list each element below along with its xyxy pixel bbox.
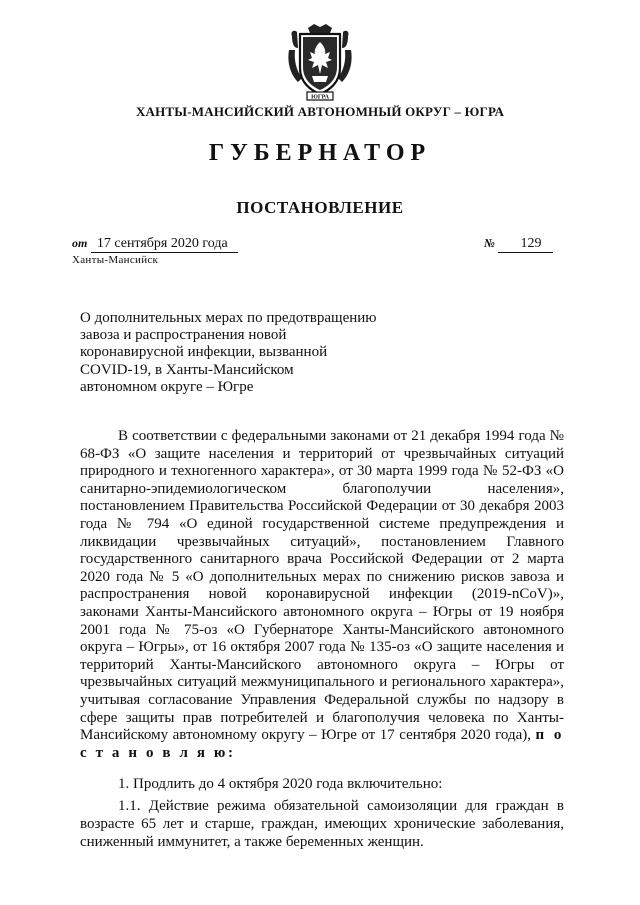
document-number [484, 236, 553, 253]
document-type: ПОСТАНОВЛЕНИЕ [236, 198, 404, 217]
clause-1-1: 1.1. Действие режима обязательной самоизоляции для граждан в возрасте 65 лет и старше, граждан, имеющих хронические заболевания, сниженный иммунитет, а также беременных женщин. [80, 798, 564, 850]
preamble-paragraph [80, 428, 564, 762]
document-subject [80, 310, 400, 396]
number-prefix: № [484, 236, 495, 250]
subject-line: завоза и распространения новой [80, 327, 287, 344]
date-prefix: от [72, 236, 88, 250]
document-date [72, 236, 238, 253]
subject-line: О дополнительных мерах по предотвращению [80, 310, 377, 326]
subject-line: COVID-19, в Ханты-Мансийском [80, 361, 294, 378]
document-body [80, 428, 564, 762]
subject-line: автономном округе – Югре [80, 378, 254, 395]
clause-1: 1. Продлить до 4 октября 2020 года включительно: [118, 776, 443, 792]
date-value: 17 сентября 2020 года [91, 236, 238, 253]
preamble-text: В соответствии с федеральными законами от 21 декабря 1994 года № 68-ФЗ «О защите населения и территорий от чрезвычайных ситуаций природного и техногенного характера», от 30 марта 1999 года № 52-ФЗ «О санитарно-эпидемиологическом благополучии населения», постановлением Правительства Российской Федерации от 30 декабря 2003 года № 794 «О единой государственной системе предупреждения и ликвидации чрезвычайных ситуаций», постановлением Главного государственного санитарного врача Российской Федерации от 2 марта 2020 года № 5 «О дополнительных мерах по снижению рисков завоза и распространения новой коронавирусной инфекции (2019-nCoV)», законами Ханты-Мансийского автономного округа – Югры от 19 ноября 2001 года № 75-оз «О Губернаторе Ханты-Мансийского автономного округа – Югры», от 16 октября 2007 года № 135-оз «О защите населения и территорий Ханты-Мансийского автономного округа – Югры от чрезвычайных ситуаций межмуниципального и регионального характера», учитывая согласование Управления Федеральной службы по надзору в сфере защиты прав потребителей и благополучия человека по Ханты-Мансийскому автономному округу – Югре от 17 сентября 2020 года), [80, 428, 564, 744]
city-name: Ханты-Мансийск [72, 254, 159, 266]
governor-title: ГУБЕРНАТОР [208, 140, 432, 166]
region-name: ХАНТЫ-МАНСИЙСКИЙ АВТОНОМНЫЙ ОКРУГ – ЮГРА [135, 104, 505, 119]
decree-word: п о с т а н о в л я ю: [80, 727, 565, 761]
emblem-banner-text: ЮГРА [311, 94, 329, 101]
subject-line: коронавирусной инфекции, вызванной [80, 344, 328, 361]
number-value: 129 [498, 236, 553, 253]
coat-of-arms-emblem [284, 22, 356, 102]
